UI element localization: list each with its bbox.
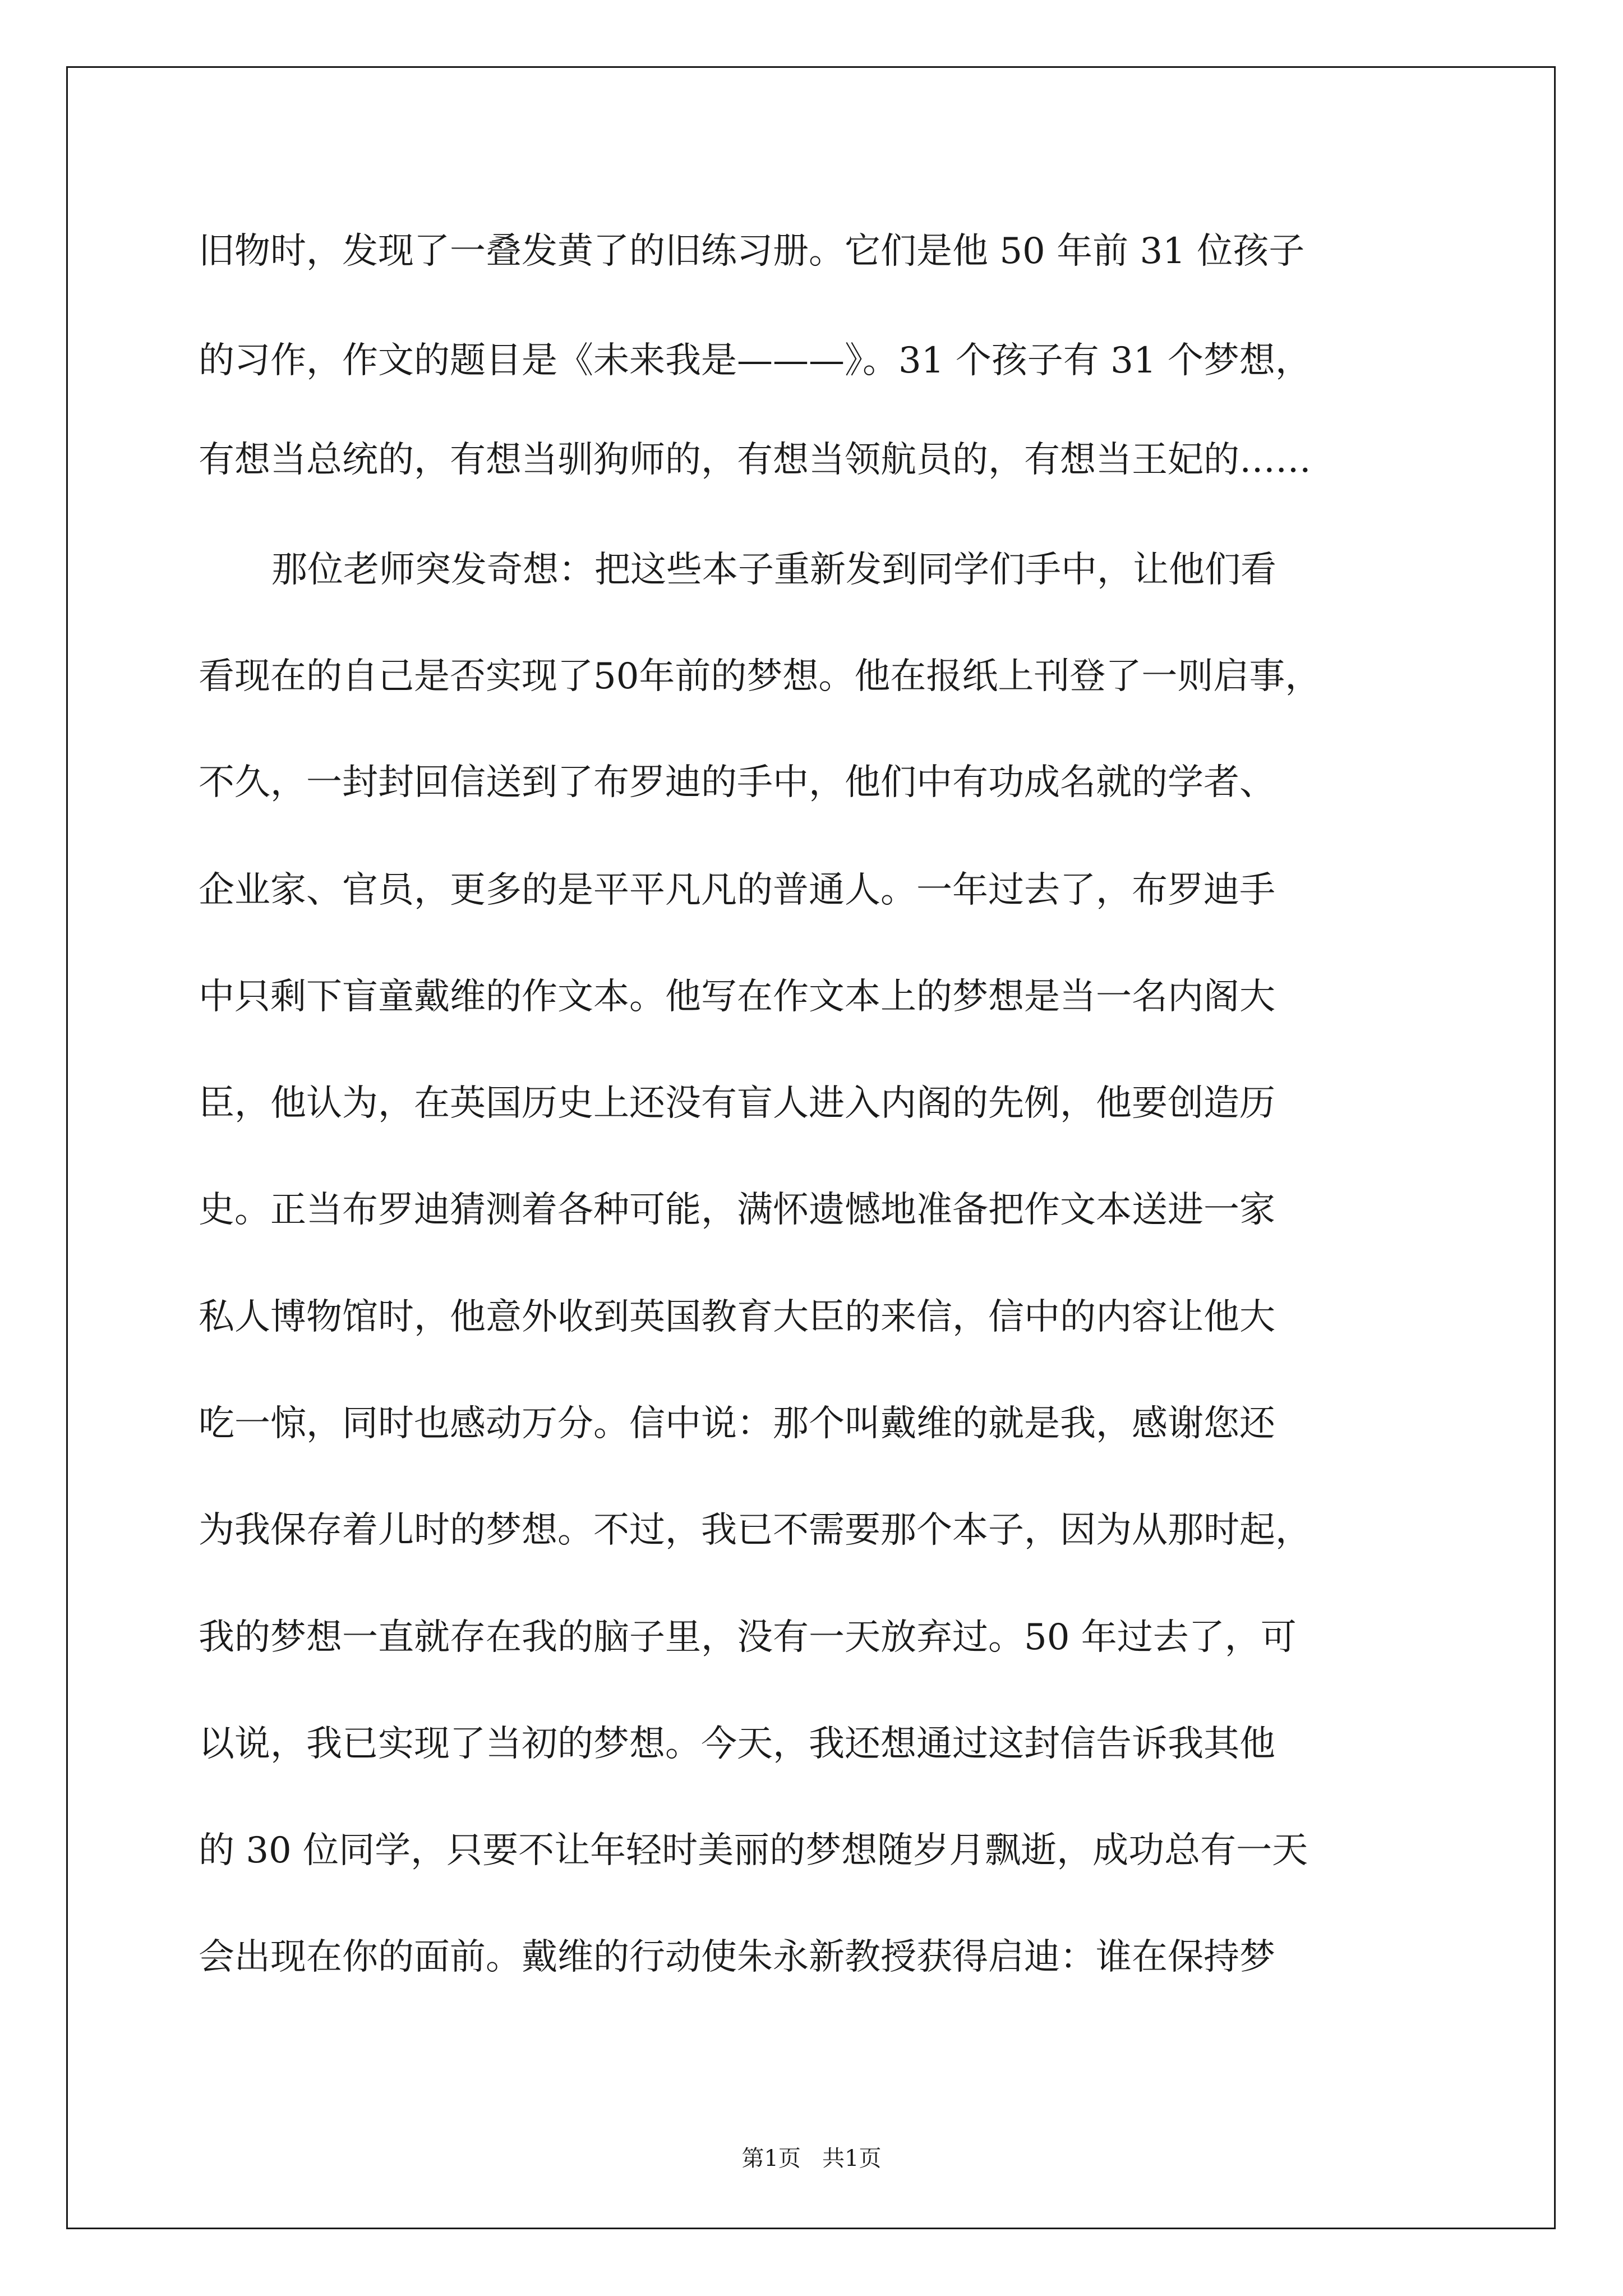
text-line: 旧物时，发现了一叠发黄了的旧练习册。它们是他 50 年前 31 位孩子 [199,231,1305,272]
page-border [66,66,1556,2229]
text-line: 臣，他认为，在英国历史上还没有盲人进入内阁的先例，他要创造历 [199,1083,1275,1124]
page-footer: 第1页 共1页 [741,2146,882,2171]
text-line: 的 30 位同学，只要不让年轻时美丽的梦想随岁月飘逝，成功总有一天 [199,1830,1308,1871]
text-line: 吃一惊，同时也感动万分。信中说：那个叫戴维的就是我，感谢您还 [199,1403,1275,1444]
text-line: 不久，一封封回信送到了布罗迪的手中，他们中有功成名就的学者、 [199,762,1275,803]
text-line: 史。正当布罗迪猜测着各种可能，满怀遗憾地准备把作文本送进一家 [199,1189,1275,1231]
text-line: 看现在的自己是否实现了50年前的梦想。他在报纸上刊登了一则启事， [199,656,1321,697]
text-line: 为我保存着儿时的梦想。不过，我已不需要那个本子，因为从那时起， [199,1510,1311,1551]
text-line: 私人博物馆时，他意外收到英国教育大臣的来信，信中的内容让他大 [199,1296,1275,1338]
text-line: 企业家、官员，更多的是平平凡凡的普通人。一年过去了，布罗迪手 [199,869,1275,911]
text-line: 会出现在你的面前。戴维的行动使朱永新教授获得启迪：谁在保持梦 [199,1936,1275,1978]
text-line: 有想当总统的，有想当驯狗师的，有想当领航员的，有想当王妃的…… [199,439,1311,481]
text-line: 我的梦想一直就存在我的脑子里，没有一天放弃过。50 年过去了，可 [199,1617,1297,1658]
text-line: 的习作，作文的题目是《未来我是———》。31 个孩子有 31 个梦想， [199,340,1311,381]
text-line: 中只剩下盲童戴维的作文本。他写在作文本上的梦想是当一名内阁大 [199,976,1275,1018]
text-line: 以说，我已实现了当初的梦想。今天，我还想通过这封信告诉我其他 [199,1723,1275,1765]
paragraph-first-line: 那位老师突发奇想：把这些本子重新发到同学们手中，让他们看 [271,549,1276,591]
